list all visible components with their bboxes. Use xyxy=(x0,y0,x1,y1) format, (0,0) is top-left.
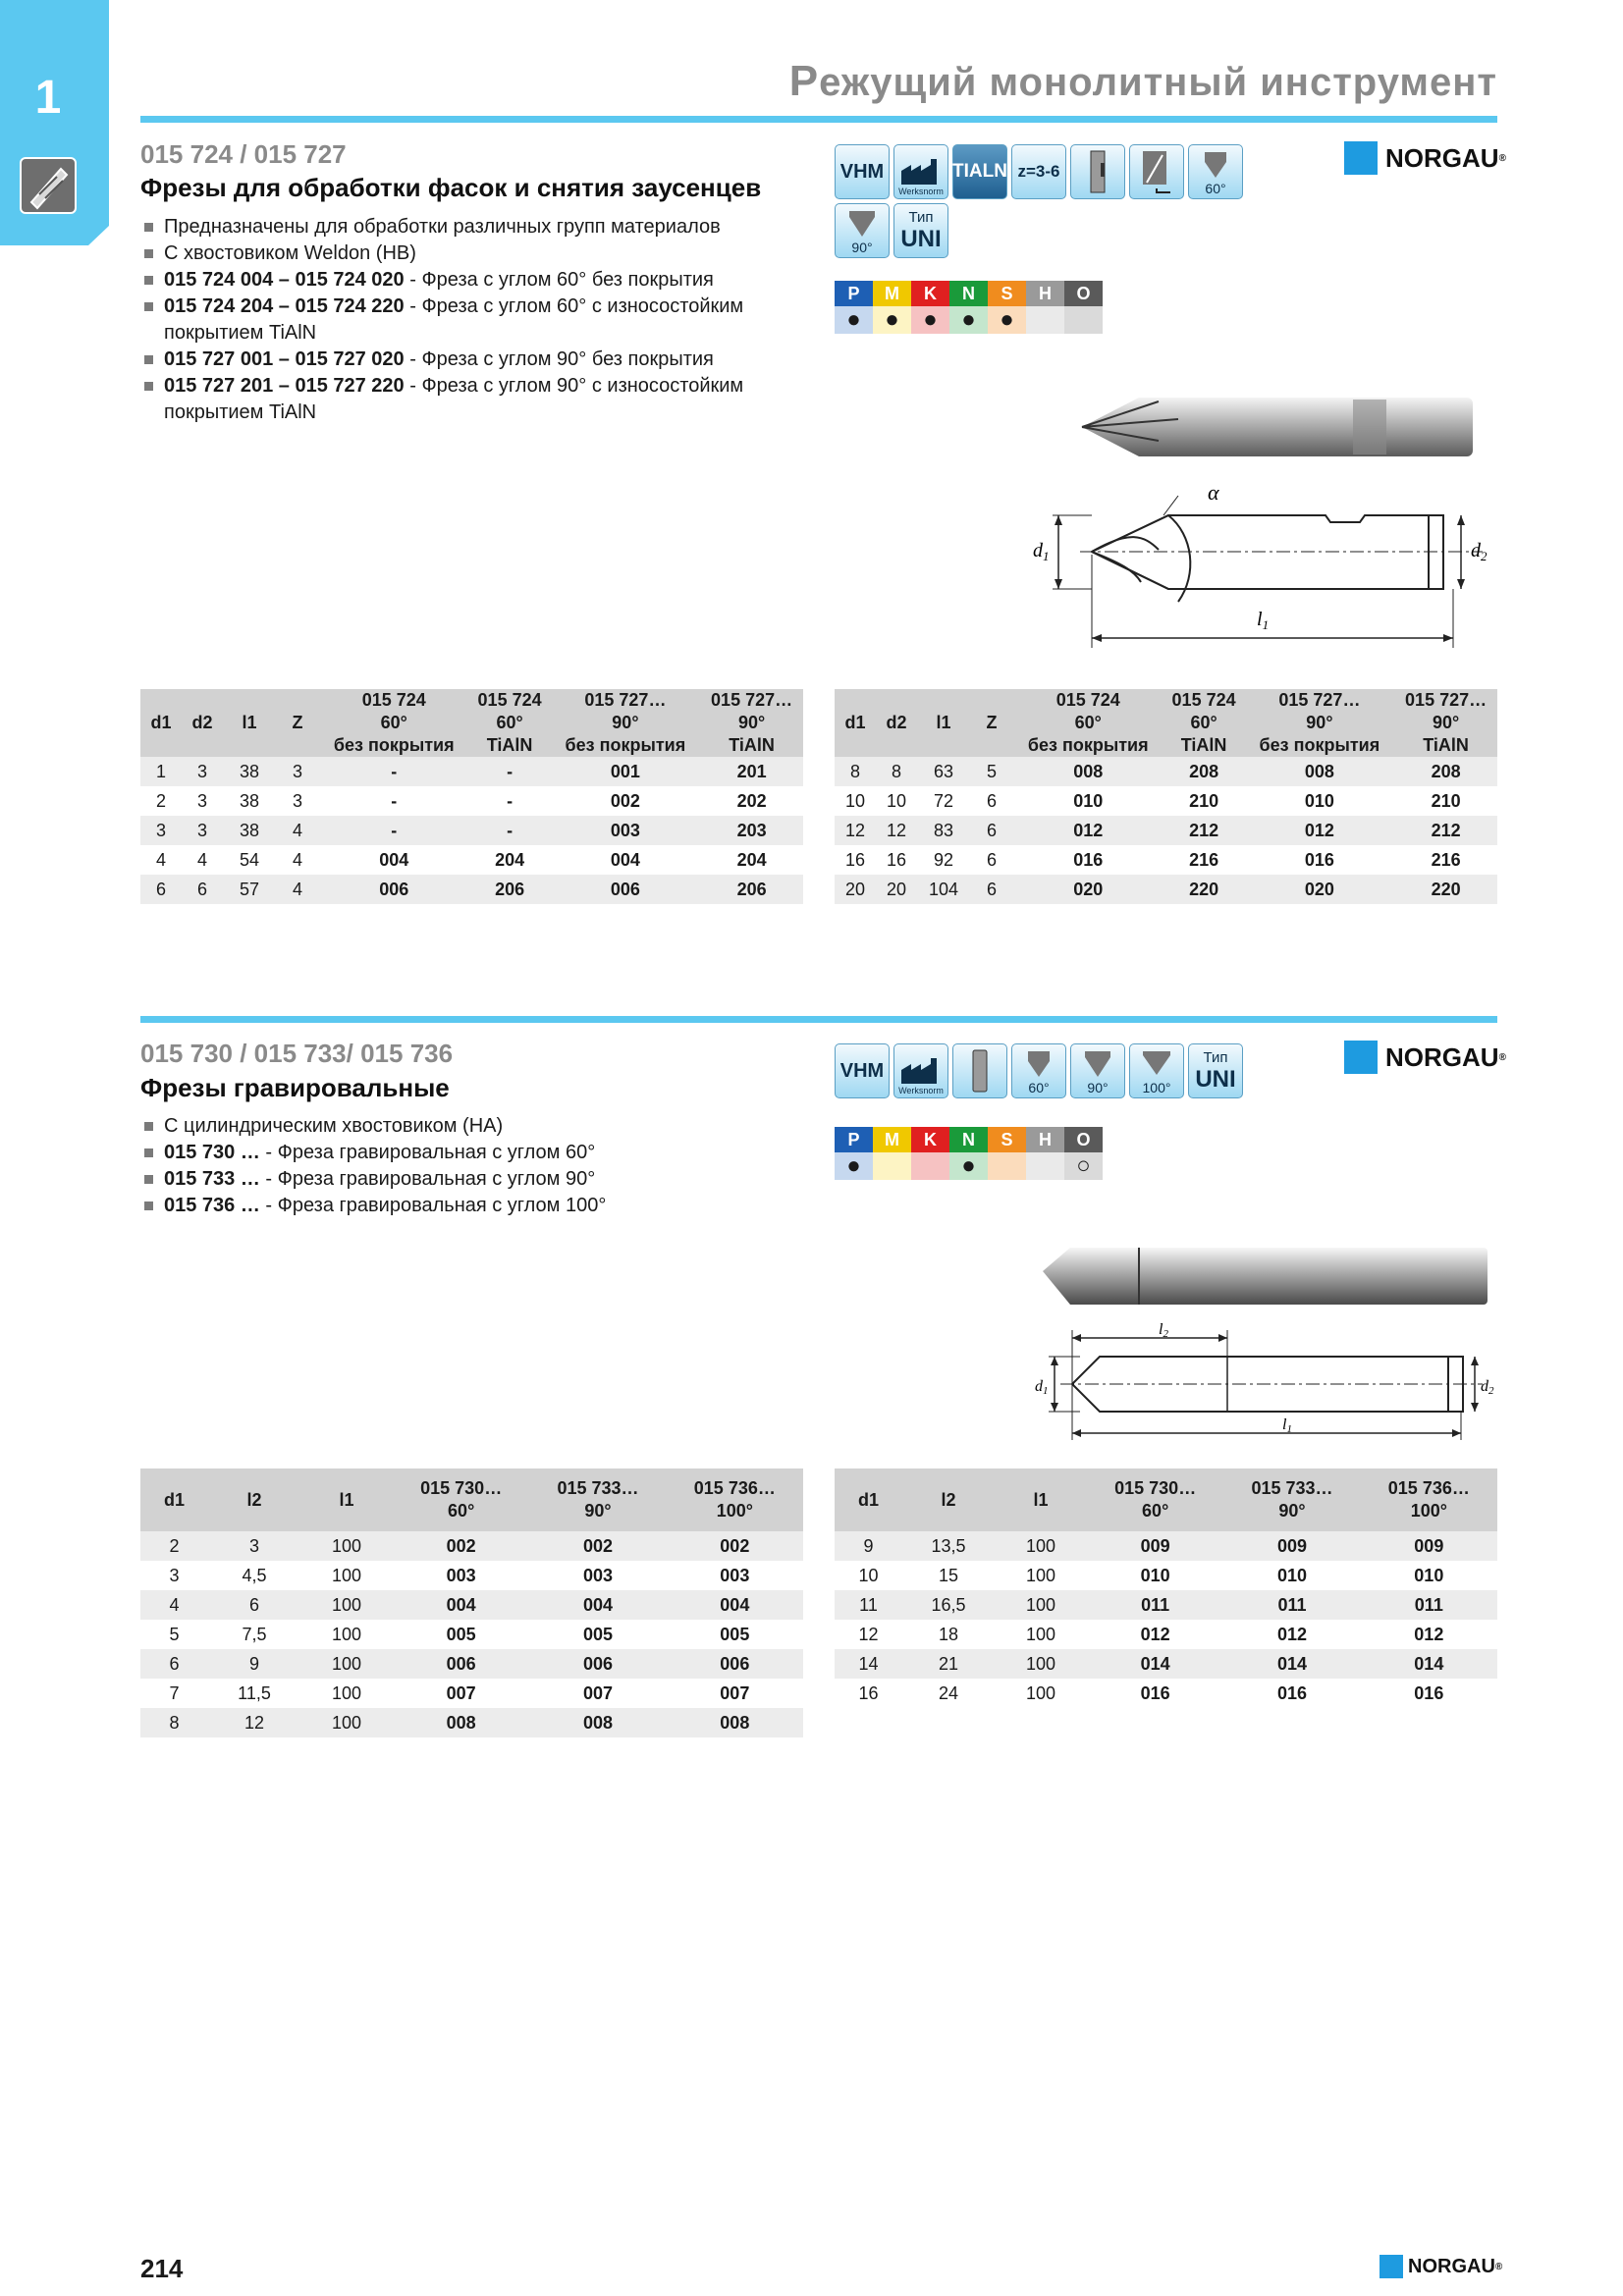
column-header: d1 xyxy=(140,1468,208,1531)
material-suitability-mark: ● xyxy=(988,306,1026,334)
table-cell: - xyxy=(507,790,514,811)
table-row xyxy=(835,1620,1497,1649)
table-cell: 208 xyxy=(1394,757,1497,786)
table-cell: 11,5 xyxy=(238,1682,271,1703)
table-row xyxy=(835,1561,1497,1590)
table-cell: 7,5 xyxy=(242,1624,267,1644)
table-row xyxy=(140,1561,803,1590)
table-cell: 100 xyxy=(331,1565,362,1585)
angle-60-icon: 60° xyxy=(1188,144,1243,199)
table-cell: 13,5 xyxy=(902,1531,995,1561)
table-cell: 003 xyxy=(582,1565,614,1585)
table-cell: 3 xyxy=(140,816,182,845)
table-row xyxy=(140,845,803,875)
werksnorm-icon: Werksnorm xyxy=(893,1043,948,1098)
table-cell: 006 xyxy=(529,1649,666,1679)
table-cell: 212 xyxy=(1163,816,1245,845)
table-cell: 3 xyxy=(182,757,223,786)
feature-item: С цилиндрическим хвостовиком (HA) xyxy=(140,1113,808,1140)
section1-material-groups xyxy=(835,281,1103,334)
table-row xyxy=(835,816,1497,845)
table-cell: 009 xyxy=(1223,1531,1360,1561)
svg-text:d2: $d_2$ xyxy=(1471,540,1488,563)
table-cell: 4 xyxy=(155,849,166,870)
table-cell: 16 xyxy=(858,1682,879,1703)
table-cell: 83 xyxy=(917,816,970,845)
column-header: 015 727… 90° TiAlN xyxy=(700,689,803,757)
table-cell: 14 xyxy=(835,1649,902,1679)
table-row xyxy=(835,875,1497,904)
material-group-header: S xyxy=(988,281,1026,306)
table-cell: 38 xyxy=(239,790,260,811)
material-suitability-mark: ● xyxy=(835,306,873,334)
material-suitability-mark: ● xyxy=(911,306,949,334)
material-suitability-mark: ● xyxy=(873,306,911,334)
angle-100-icon: 100° xyxy=(1129,1043,1184,1098)
vhm-badge: VHM xyxy=(835,144,890,199)
svg-text:d2: d2 xyxy=(1481,1378,1494,1397)
table-cell: 008 xyxy=(1245,757,1395,786)
column-header: 015 724 60° TiAlN xyxy=(469,689,551,757)
table-cell: 016 xyxy=(1276,1682,1308,1703)
section2-rule xyxy=(140,1016,1497,1023)
column-header: 015 724 60° TiAlN xyxy=(1163,689,1245,757)
svg-text:l1: $l_1$ xyxy=(1257,609,1270,632)
material-group-header: M xyxy=(873,281,911,306)
feature-item: 015 730 … - Фреза гравировальная с углом 60° xyxy=(140,1140,808,1166)
table-row xyxy=(835,757,1497,786)
table-cell: 020 xyxy=(1245,875,1395,904)
engraving-mill-drawing xyxy=(1021,1320,1512,1448)
section1-table-right xyxy=(835,689,1497,904)
table-row xyxy=(140,1620,803,1649)
table-cell: 6 xyxy=(970,816,1013,845)
angle-90-icon: 90° xyxy=(835,203,890,258)
table-cell: 007 xyxy=(582,1682,614,1703)
table-row xyxy=(140,1649,803,1679)
table-row xyxy=(140,875,803,904)
table-cell: 100 xyxy=(1025,1682,1056,1703)
table-cell: 202 xyxy=(736,790,767,811)
table-cell: 014 xyxy=(1361,1649,1497,1679)
column-header: Z xyxy=(970,689,1013,757)
table-cell: 004 xyxy=(393,1590,529,1620)
table-cell: 4 xyxy=(276,816,319,845)
table-cell: 005 xyxy=(446,1624,476,1644)
column-header: l2 xyxy=(208,1468,300,1531)
section1-codes: 015 724 / 015 727 xyxy=(140,139,347,169)
table-cell: 005 xyxy=(720,1624,750,1644)
table-cell: 204 xyxy=(736,849,767,870)
cylindrical-shank-icon xyxy=(952,1043,1007,1098)
table-cell: 011 xyxy=(1087,1590,1223,1620)
engraving-mill-photo xyxy=(1041,1242,1492,1310)
column-header: Z xyxy=(276,689,319,757)
material-suitability-mark xyxy=(988,1152,1026,1180)
material-group-header: O xyxy=(1064,1127,1103,1152)
material-suitability-mark xyxy=(1026,306,1064,334)
section2-title: Фрезы гравировальные xyxy=(140,1073,450,1102)
table-cell: 010 xyxy=(1414,1565,1444,1585)
table-cell: 6 xyxy=(140,1649,208,1679)
material-suitability-mark xyxy=(911,1152,949,1180)
table-cell: 206 xyxy=(469,875,551,904)
table-cell: 104 xyxy=(917,875,970,904)
table-cell: 204 xyxy=(495,849,525,870)
section2-icons xyxy=(835,1043,1306,1098)
section1-table-left xyxy=(140,689,803,904)
table-cell: 3 xyxy=(292,790,302,811)
material-group-header: K xyxy=(911,281,949,306)
material-group-header: K xyxy=(911,1127,949,1152)
end-mill-icon xyxy=(20,157,77,214)
section2-codes: 015 730 / 015 733/ 015 736 xyxy=(140,1039,454,1068)
table-cell: 10 xyxy=(844,790,866,811)
section2-table-right xyxy=(835,1468,1497,1708)
table-cell: 100 xyxy=(300,1708,393,1737)
table-cell: 57 xyxy=(223,875,276,904)
table-cell: 100 xyxy=(300,1649,393,1679)
table-cell: 18 xyxy=(938,1624,959,1644)
table-cell: 008 xyxy=(667,1708,803,1737)
svg-text:d1: d1 xyxy=(1035,1378,1049,1397)
table-row xyxy=(835,1531,1497,1561)
table-cell: 216 xyxy=(1431,849,1461,870)
column-header: d1 xyxy=(835,689,876,757)
column-header: d1 xyxy=(835,1468,902,1531)
werksnorm-icon: Werksnorm xyxy=(893,144,948,199)
table-cell: 100 xyxy=(1025,1624,1056,1644)
table-cell: 7 xyxy=(169,1682,180,1703)
table-cell: 3 xyxy=(208,1531,300,1561)
svg-text:l1: l1 xyxy=(1282,1416,1292,1435)
table-cell: 4 xyxy=(292,849,302,870)
svg-text:l2: l2 xyxy=(1159,1321,1168,1340)
table-cell: 6 xyxy=(970,875,1013,904)
table-cell: 3 xyxy=(182,816,223,845)
table-cell: 100 xyxy=(995,1531,1087,1561)
table-cell: 38 xyxy=(223,816,276,845)
table-cell: 007 xyxy=(720,1682,750,1703)
column-header: 015 724 60° без покрытия xyxy=(1013,689,1163,757)
feature-item: 015 724 004 – 015 724 020 - Фреза с углом 60° без покрытия xyxy=(140,267,808,294)
table-cell: 216 xyxy=(1189,849,1219,870)
svg-text:α: α xyxy=(1208,480,1219,505)
table-cell: 9 xyxy=(208,1649,300,1679)
table-cell: 100 xyxy=(331,1682,362,1703)
table-cell: 16,5 xyxy=(902,1590,995,1620)
table-row xyxy=(140,786,803,816)
material-suitability-mark: ● xyxy=(835,1152,873,1180)
material-suitability-mark xyxy=(873,1152,911,1180)
table-cell: - xyxy=(469,757,551,786)
column-header: 015 727… 90° TiAlN xyxy=(1394,689,1497,757)
table-cell: 210 xyxy=(1431,790,1461,811)
table-cell: 2 xyxy=(140,1531,208,1561)
table-cell: 6 xyxy=(986,849,997,870)
table-cell: 4 xyxy=(276,875,319,904)
table-cell: 001 xyxy=(551,757,701,786)
table-cell: 008 xyxy=(529,1708,666,1737)
table-cell: 006 xyxy=(319,875,469,904)
material-suitability-mark: ● xyxy=(949,1152,988,1180)
brand-logo: NORGAU ® xyxy=(1344,1041,1506,1074)
feature-item: 015 727 001 – 015 727 020 - Фреза с углом 90° без покрытия xyxy=(140,347,808,373)
table-cell: 010 xyxy=(1276,1565,1308,1585)
flute-count-badge: z=3-6 xyxy=(1011,144,1066,199)
table-cell: 100 xyxy=(300,1531,393,1561)
footer-brand-logo: NORGAU ® xyxy=(1380,2255,1502,2278)
table-cell: 4,5 xyxy=(242,1565,267,1585)
brand-logo: NORGAU ® xyxy=(1344,141,1506,175)
page-header-title: Режущий монолитный инструмент xyxy=(788,57,1497,105)
table-cell: 014 xyxy=(1223,1649,1360,1679)
table-cell: 004 xyxy=(610,849,640,870)
table-cell: 12 xyxy=(876,816,917,845)
table-cell: 3 xyxy=(169,1565,180,1585)
table-cell: 6 xyxy=(208,1590,300,1620)
table-row xyxy=(140,1679,803,1708)
table-row xyxy=(835,1590,1497,1620)
weldon-shank-icon xyxy=(1070,144,1125,199)
table-cell: 010 xyxy=(1304,790,1334,811)
chamfer-mill-drawing xyxy=(1021,476,1512,663)
material-group-header: M xyxy=(873,1127,911,1152)
table-cell: 100 xyxy=(995,1649,1087,1679)
table-cell: 10 xyxy=(886,790,907,811)
table-cell: 212 xyxy=(1394,816,1497,845)
table-cell: 002 xyxy=(393,1531,529,1561)
table-cell: 201 xyxy=(700,757,803,786)
table-cell: - xyxy=(469,816,551,845)
table-cell: 12 xyxy=(858,1624,879,1644)
table-cell: 012 xyxy=(1140,1624,1170,1644)
table-cell: 220 xyxy=(1394,875,1497,904)
table-cell: 72 xyxy=(933,790,954,811)
angle-90-icon: 90° xyxy=(1070,1043,1125,1098)
table-cell: 003 xyxy=(720,1565,750,1585)
table-row xyxy=(140,1708,803,1737)
table-cell: 6 xyxy=(182,875,223,904)
table-row xyxy=(140,1531,803,1561)
table-cell: 012 xyxy=(1414,1624,1444,1644)
material-group-header: H xyxy=(1026,281,1064,306)
table-cell: 20 xyxy=(876,875,917,904)
table-cell: 008 xyxy=(393,1708,529,1737)
table-cell: 009 xyxy=(1087,1531,1223,1561)
table-cell: 12 xyxy=(208,1708,300,1737)
section2-features xyxy=(140,1113,808,1219)
material-group-header: O xyxy=(1064,281,1103,306)
table-row xyxy=(835,845,1497,875)
column-header: 015 727… 90° без покрытия xyxy=(1245,689,1395,757)
table-row xyxy=(835,1649,1497,1679)
table-row xyxy=(835,786,1497,816)
type-uni-badge: Тип UNI xyxy=(893,203,948,258)
section1-icons xyxy=(835,144,1267,258)
table-cell: 012 xyxy=(1245,816,1395,845)
table-cell: 012 xyxy=(1013,816,1163,845)
table-cell: 009 xyxy=(1361,1531,1497,1561)
angle-60-icon: 60° xyxy=(1011,1043,1066,1098)
material-suitability-mark: ● xyxy=(949,306,988,334)
chamfer-mill-photo xyxy=(1080,388,1473,466)
cutting-direction-icon xyxy=(1129,144,1184,199)
table-cell: 003 xyxy=(446,1565,476,1585)
table-cell: 002 xyxy=(610,790,640,811)
table-cell: 006 xyxy=(393,1649,529,1679)
material-group-header: P xyxy=(835,281,873,306)
table-cell: 11 xyxy=(835,1590,902,1620)
table-cell: 5 xyxy=(169,1624,180,1644)
feature-item: 015 733 … - Фреза гравировальная с углом 90° xyxy=(140,1166,808,1193)
table-row xyxy=(140,816,803,845)
column-header: d2 xyxy=(182,689,223,757)
table-cell: 005 xyxy=(582,1624,614,1644)
table-cell: 38 xyxy=(223,757,276,786)
material-group-header: N xyxy=(949,1127,988,1152)
table-cell: 220 xyxy=(1163,875,1245,904)
table-cell: 004 xyxy=(529,1590,666,1620)
table-cell: 21 xyxy=(902,1649,995,1679)
table-cell: 4 xyxy=(196,849,207,870)
feature-item: 015 736 … - Фреза гравировальная с углом 100° xyxy=(140,1193,808,1219)
table-cell: 63 xyxy=(917,757,970,786)
table-cell: 011 xyxy=(1361,1590,1497,1620)
table-cell: 8 xyxy=(876,757,917,786)
table-cell: 10 xyxy=(858,1565,879,1585)
table-cell: 016 xyxy=(1414,1682,1444,1703)
table-cell: 004 xyxy=(379,849,409,870)
tialn-coating-badge: TIALN xyxy=(952,144,1007,199)
table-cell: 020 xyxy=(1013,875,1163,904)
table-cell: 002 xyxy=(529,1531,666,1561)
material-suitability-mark xyxy=(1026,1152,1064,1180)
table-cell: 006 xyxy=(551,875,701,904)
svg-text:d1: $d_1$ xyxy=(1033,540,1050,563)
type-uni-badge: Тип UNI xyxy=(1188,1043,1243,1098)
table-cell: - xyxy=(319,816,469,845)
table-cell: 92 xyxy=(933,849,954,870)
table-cell: 15 xyxy=(938,1565,959,1585)
table-cell: 210 xyxy=(1189,790,1219,811)
table-cell: 6 xyxy=(986,790,997,811)
feature-item: 015 724 204 – 015 724 220 - Фреза с углом 60° с износостойким покрытием TiAlN xyxy=(140,294,808,347)
table-cell: 007 xyxy=(446,1682,476,1703)
material-group-header: S xyxy=(988,1127,1026,1152)
table-cell: 100 xyxy=(300,1590,393,1620)
table-cell: 54 xyxy=(239,849,260,870)
chapter-number: 1 xyxy=(34,72,62,124)
table-cell: - xyxy=(319,757,469,786)
feature-item: 015 727 201 – 015 727 220 - Фреза с углом 90° с износостойким покрытием TiAlN xyxy=(140,373,808,426)
column-header: l1 xyxy=(223,689,276,757)
table-cell: 100 xyxy=(995,1590,1087,1620)
table-cell: 010 xyxy=(1140,1565,1170,1585)
table-row xyxy=(140,757,803,786)
table-cell: 006 xyxy=(667,1649,803,1679)
table-cell: 016 xyxy=(1140,1682,1170,1703)
column-header: 015 730… 60° xyxy=(393,1468,529,1531)
table-cell: 3 xyxy=(196,790,207,811)
column-header: l2 xyxy=(902,1468,995,1531)
table-cell: 9 xyxy=(835,1531,902,1561)
feature-item: Предназначены для обработки различных групп материалов xyxy=(140,214,808,240)
table-cell: 1 xyxy=(140,757,182,786)
column-header: l1 xyxy=(300,1468,393,1531)
table-cell: 16 xyxy=(886,849,907,870)
table-cell: 100 xyxy=(1025,1565,1056,1585)
column-header: 015 736… 100° xyxy=(667,1468,803,1531)
table-cell: 014 xyxy=(1087,1649,1223,1679)
section1-title: Фрезы для обработки фасок и снятия заусенцев xyxy=(140,173,762,202)
table-cell: 3 xyxy=(276,757,319,786)
table-cell: 203 xyxy=(700,816,803,845)
table-cell: 016 xyxy=(1304,849,1334,870)
table-cell: 010 xyxy=(1073,790,1104,811)
table-cell: 004 xyxy=(667,1590,803,1620)
table-cell: 206 xyxy=(700,875,803,904)
table-cell: 003 xyxy=(551,816,701,845)
column-header: 015 727… 90° без покрытия xyxy=(551,689,701,757)
material-suitability-mark xyxy=(1064,306,1103,334)
header-rule xyxy=(140,116,1497,123)
column-header: d2 xyxy=(876,689,917,757)
feature-item: С хвостовиком Weldon (HB) xyxy=(140,240,808,267)
table-cell: 16 xyxy=(844,849,866,870)
table-cell: 8 xyxy=(835,757,876,786)
table-cell: 6 xyxy=(140,875,182,904)
column-header: 015 733… 90° xyxy=(1223,1468,1360,1531)
table-cell: 002 xyxy=(667,1531,803,1561)
table-row xyxy=(835,1679,1497,1708)
table-cell: - xyxy=(391,790,398,811)
section2-material-groups xyxy=(835,1127,1103,1180)
column-header: 015 724 60° без покрытия xyxy=(319,689,469,757)
column-header: 015 736… 100° xyxy=(1361,1468,1497,1531)
table-cell: 2 xyxy=(155,790,166,811)
table-cell: 100 xyxy=(331,1624,362,1644)
section2-table-left xyxy=(140,1468,803,1737)
table-cell: 012 xyxy=(1276,1624,1308,1644)
column-header: 015 730… 60° xyxy=(1087,1468,1223,1531)
table-row xyxy=(140,1590,803,1620)
table-cell: 011 xyxy=(1223,1590,1360,1620)
material-group-header: H xyxy=(1026,1127,1064,1152)
table-cell: 24 xyxy=(938,1682,959,1703)
material-suitability-mark: ○ xyxy=(1064,1152,1103,1180)
table-cell: 12 xyxy=(835,816,876,845)
table-cell: 8 xyxy=(140,1708,208,1737)
material-group-header: P xyxy=(835,1127,873,1152)
column-header: l1 xyxy=(917,689,970,757)
column-header: d1 xyxy=(140,689,182,757)
table-cell: 208 xyxy=(1163,757,1245,786)
table-cell: 016 xyxy=(1073,849,1104,870)
vhm-badge: VHM xyxy=(835,1043,890,1098)
table-cell: 4 xyxy=(140,1590,208,1620)
table-cell: 20 xyxy=(835,875,876,904)
section1-features xyxy=(140,214,808,426)
column-header: l1 xyxy=(995,1468,1087,1531)
table-cell: 008 xyxy=(1013,757,1163,786)
page-number: 214 xyxy=(140,2254,184,2283)
material-group-header: N xyxy=(949,281,988,306)
table-cell: 5 xyxy=(970,757,1013,786)
column-header: 015 733… 90° xyxy=(529,1468,666,1531)
